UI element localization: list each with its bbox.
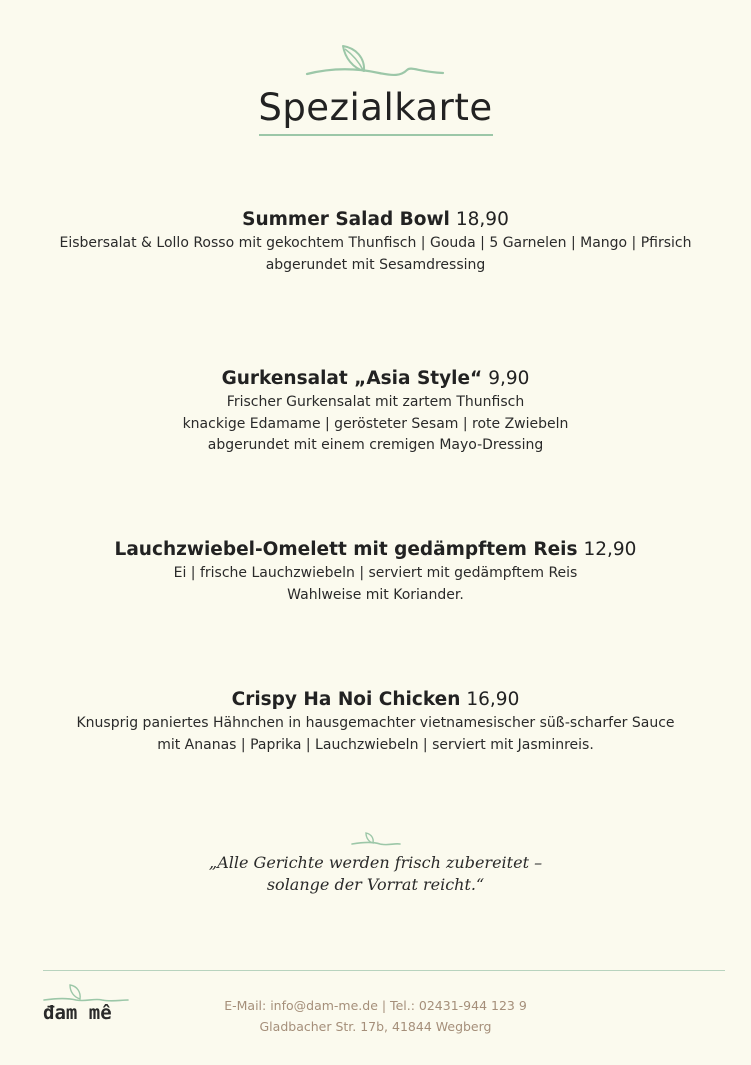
dish-gurkensalat-asia-style (0, 366, 751, 457)
dish-heading (0, 207, 751, 233)
dish-description-line: Knusprig paniertes Hähnchen in hausgemachter vietnamesischer süß-scharfer Sauce (76, 715, 675, 731)
dish-description-line: abgerundet mit Sesamdressing (265, 256, 486, 273)
contact-email-phone: E-Mail: info@dam-me.de | Tel.: 02431-944 123 9 (224, 998, 527, 1013)
dish-heading (0, 687, 751, 713)
dish-name: Lauchzwiebel-Omelett mit gedämpftem Reis (114, 539, 578, 560)
leaf-vine-icon (301, 40, 451, 80)
dish-name: Crispy Ha Noi Chicken (231, 689, 461, 710)
logo-wordmark: đam mê (43, 1002, 112, 1024)
dish-description-line: mit Ananas | Paprika | Lauchzwiebeln | serviert mit Jasminreis. (157, 736, 594, 753)
contact-info (0, 995, 751, 1037)
dish-name: Gurkensalat „Asia Style“ (221, 368, 483, 389)
freshness-note-line: solange der Vorrat reicht.“ (266, 875, 485, 894)
contact-address: Gladbacher Str. 17b, 41844 Wegberg (259, 1019, 492, 1034)
dish-description-line: Eisbersalat & Lollo Rosso mit gekochtem Thunfisch | Gouda | 5 Garnelen | Mango | Pfirsich (59, 235, 692, 251)
dish-heading (0, 366, 751, 392)
dish-summer-salad-bowl (0, 207, 751, 276)
dish-price: 18,90 (455, 209, 509, 230)
dish-description-line: Wahlweise mit Koriander. (287, 586, 464, 603)
title-underline (259, 134, 493, 136)
footer-divider (43, 970, 725, 971)
dish-price: 12,90 (583, 539, 637, 560)
freshness-note (0, 830, 751, 896)
dish-price: 16,90 (466, 689, 520, 710)
page-title: Spezialkarte (258, 86, 493, 129)
dish-description-line: Ei | frische Lauchzwiebeln | serviert mit gedämpftem Reis (173, 565, 578, 581)
dish-description-line: abgerundet mit einem cremigen Mayo-Dressing (207, 437, 544, 453)
dish-name: Summer Salad Bowl (242, 209, 450, 230)
small-leaf-icon (350, 830, 402, 848)
dish-description-line: knackige Edamame | gerösteter Sesam | rote Zwiebeln (182, 415, 569, 432)
dish-lauchzwiebel-omelett (0, 537, 751, 606)
dish-description-line: Frischer Gurkensalat mit zartem Thunfisch (226, 394, 525, 410)
dish-heading (0, 537, 751, 563)
freshness-note-line: „Alle Gerichte werden frisch zubereitet – (208, 853, 543, 872)
menu-header (0, 40, 751, 136)
dish-crispy-ha-noi-chicken (0, 687, 751, 756)
dish-price: 9,90 (488, 368, 530, 389)
